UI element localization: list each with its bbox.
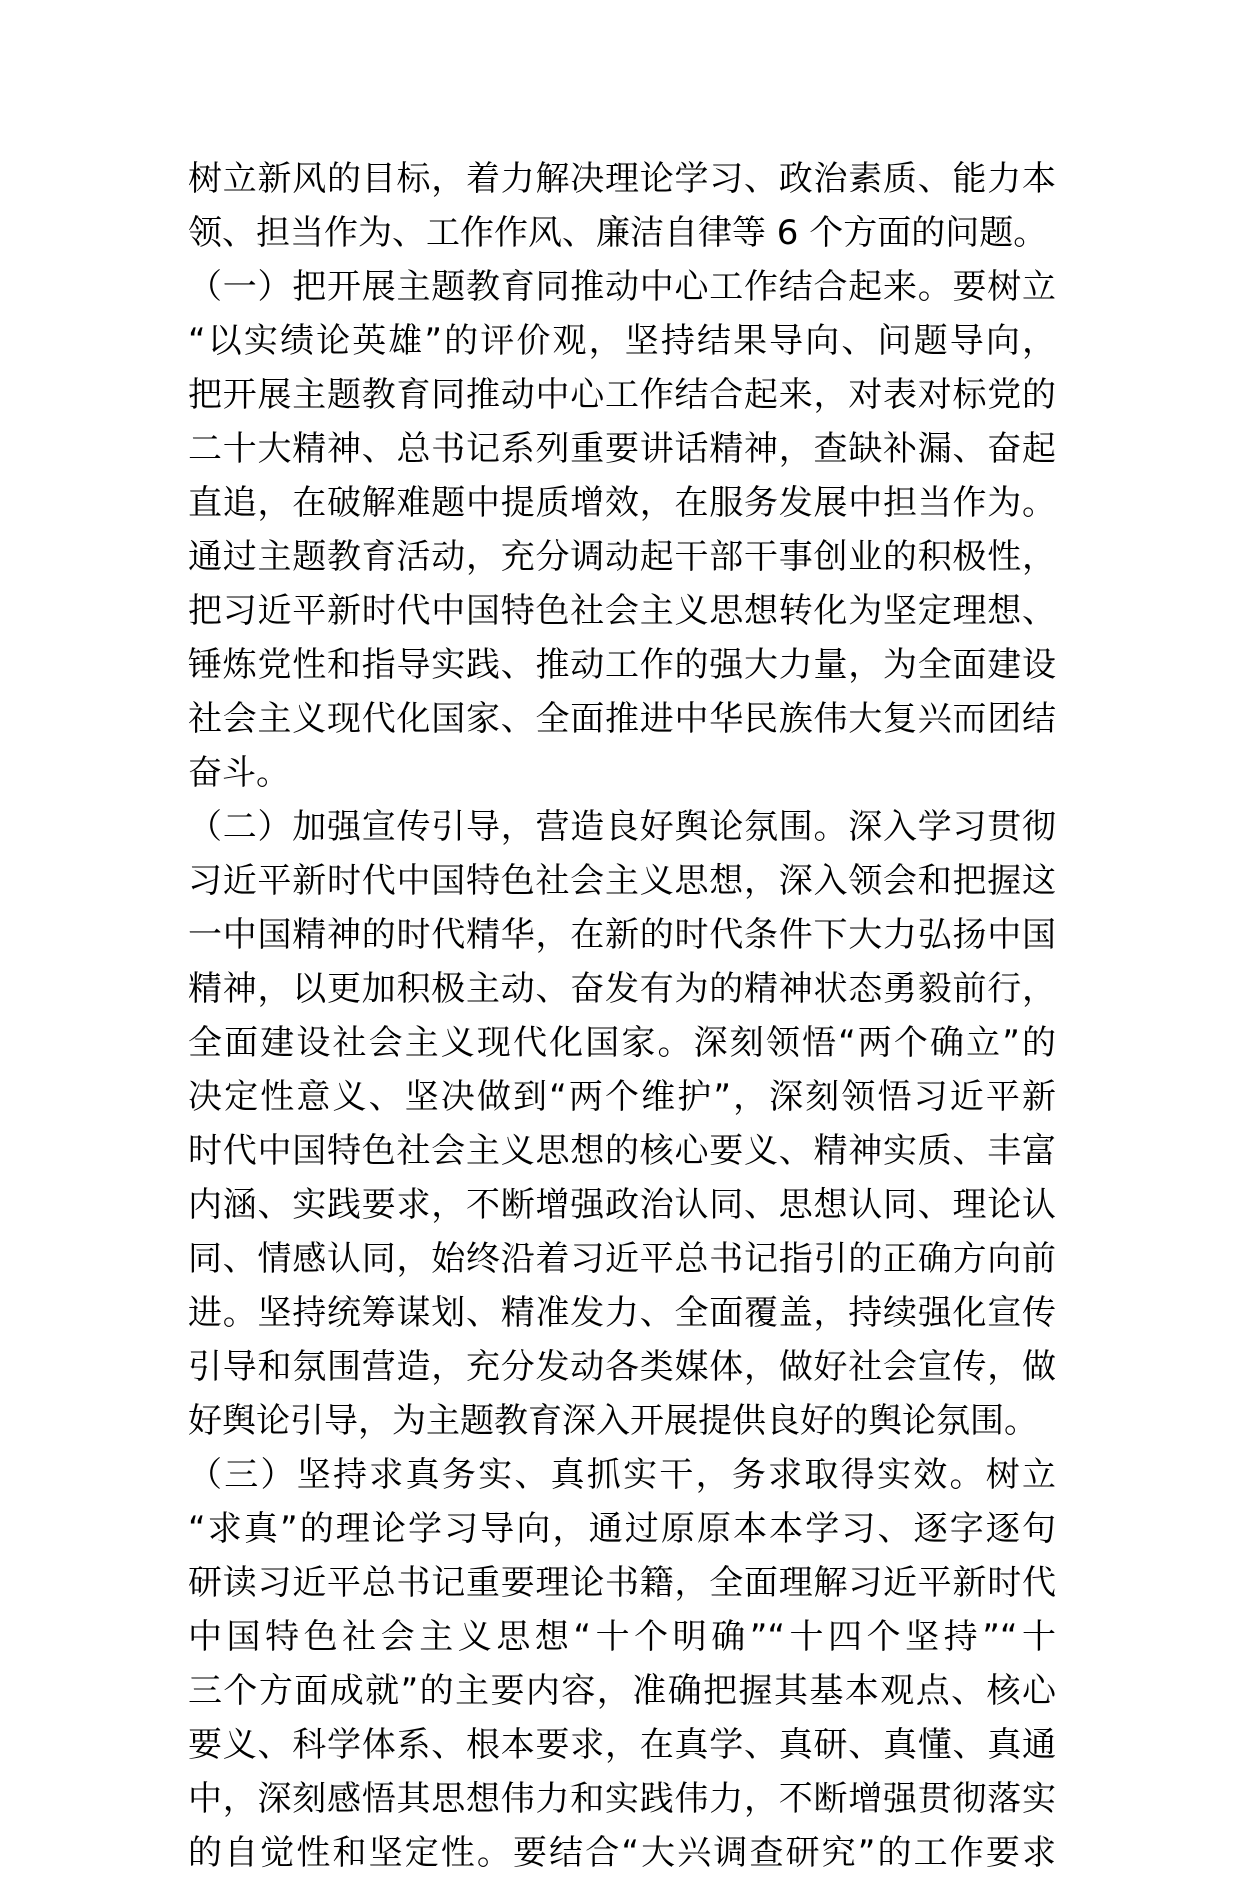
text-line: 二十大精神、总书记系列重要讲话精神，查缺补漏、奋起 [188, 429, 1056, 469]
text-line: 中国特色社会主义思想“十个明确”“十四个坚持”“十 [188, 1617, 1056, 1657]
text-line: （二）加强宣传引导，营造良好舆论氛围。深入学习贯彻 [188, 807, 1056, 847]
text-line: 奋斗。 [188, 753, 290, 793]
text-line: 直追，在破解难题中提质增效，在服务发展中担当作为。 [188, 483, 1056, 523]
text-line: 引导和氛围营造，充分发动各类媒体，做好社会宣传，做 [188, 1347, 1056, 1387]
text-line: 把开展主题教育同推动中心工作结合起来，对表对标党的 [188, 375, 1056, 415]
text-line: 好舆论引导，为主题教育深入开展提供良好的舆论氛围。 [188, 1401, 1038, 1441]
text-line: （一）把开展主题教育同推动中心工作结合起来。要树立 [188, 267, 1056, 307]
text-line: 全面建设社会主义现代化国家。深刻领悟“两个确立”的 [188, 1023, 1056, 1063]
text-line: 通过主题教育活动，充分调动起干部干事创业的积极性， [188, 537, 1056, 577]
text-line: 树立新风的目标，着力解决理论学习、政治素质、能力本 [188, 159, 1056, 199]
text-line: 领、担当作为、工作作风、廉洁自律等 6 个方面的问题。 [188, 213, 1048, 253]
text-line: 研读习近平总书记重要理论书籍，全面理解习近平新时代 [188, 1563, 1056, 1603]
text-line: 决定性意义、坚决做到“两个维护”，深刻领悟习近平新 [188, 1077, 1056, 1117]
text-line: “以实绩论英雄”的评价观，坚持结果导向、问题导向， [188, 321, 1056, 361]
text-line: 社会主义现代化国家、全面推进中华民族伟大复兴而团结 [188, 699, 1056, 739]
text-line: 三个方面成就”的主要内容，准确把握其基本观点、核心 [188, 1671, 1056, 1711]
text-line: 锤炼党性和指导实践、推动工作的强大力量，为全面建设 [188, 645, 1056, 685]
text-line: 一中国精神的时代精华，在新的时代条件下大力弘扬中国 [188, 915, 1056, 955]
text-line: “求真”的理论学习导向，通过原原本本学习、逐字逐句 [188, 1509, 1056, 1549]
text-line: 要义、科学体系、根本要求，在真学、真研、真懂、真通 [188, 1725, 1056, 1765]
text-line: 的自觉性和坚定性。要结合“大兴调查研究”的工作要求 [188, 1833, 1056, 1873]
text-line: 时代中国特色社会主义思想的核心要义、精神实质、丰富 [188, 1131, 1056, 1171]
text-line: 精神，以更加积极主动、奋发有为的精神状态勇毅前行， [188, 969, 1056, 1009]
text-line: 习近平新时代中国特色社会主义思想，深入领会和把握这 [188, 861, 1056, 901]
text-line: 同、情感认同，始终沿着习近平总书记指引的正确方向前 [188, 1239, 1056, 1279]
text-line: 内涵、实践要求，不断增强政治认同、思想认同、理论认 [188, 1185, 1056, 1225]
text-line: 把习近平新时代中国特色社会主义思想转化为坚定理想、 [188, 591, 1056, 631]
text-line: 中，深刻感悟其思想伟力和实践伟力，不断增强贯彻落实 [188, 1779, 1056, 1819]
document-body [188, 152, 1056, 1880]
text-line: 进。坚持统筹谋划、精准发力、全面覆盖，持续强化宣传 [188, 1293, 1056, 1333]
text-line: （三）坚持求真务实、真抓实干，务求取得实效。树立 [188, 1455, 1056, 1495]
